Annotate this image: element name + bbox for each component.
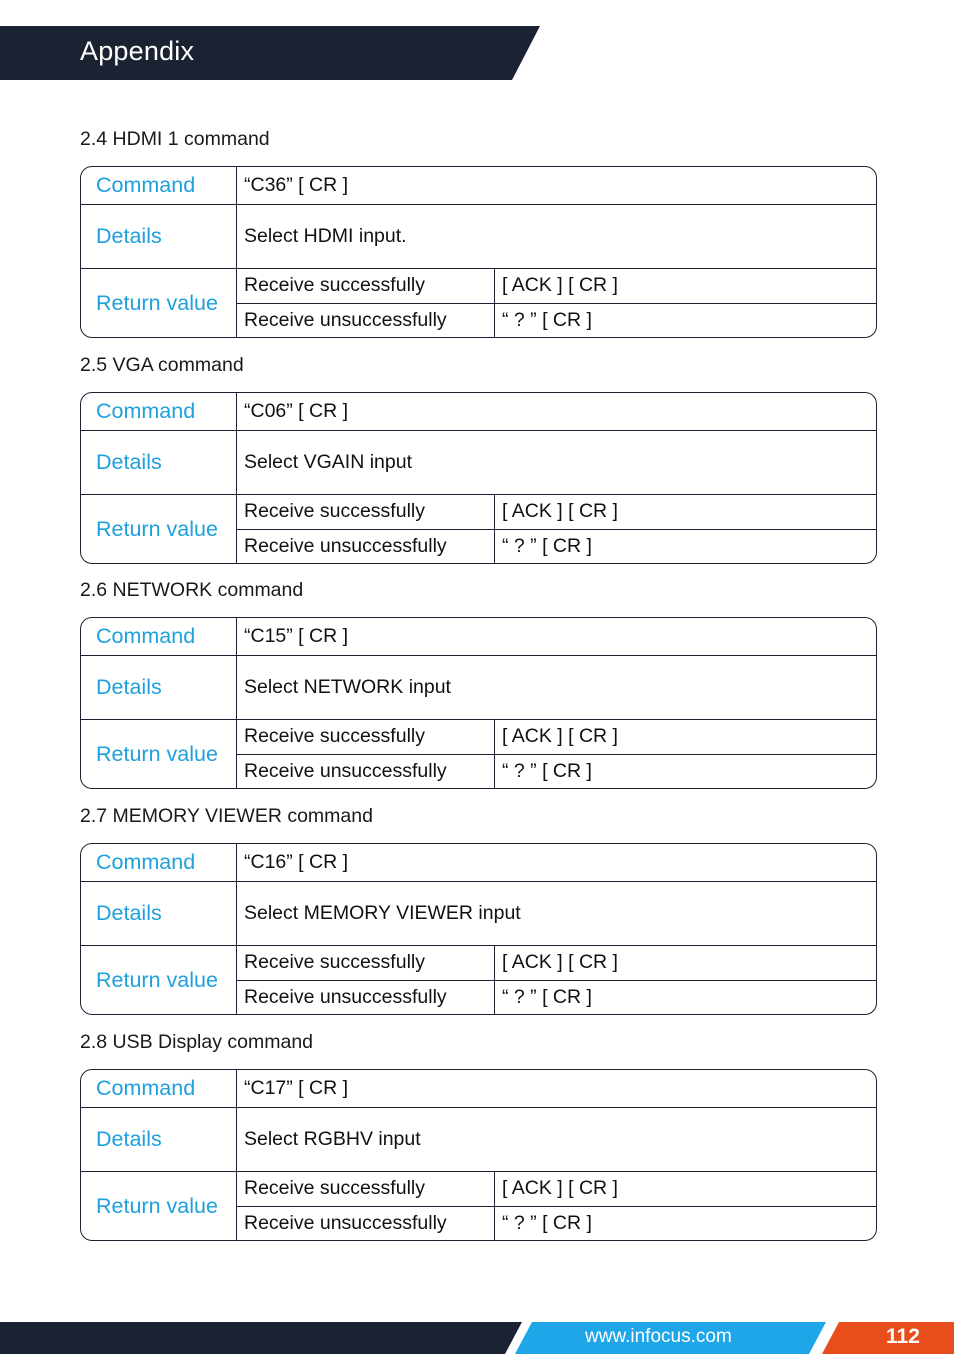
- section-title: 2.7 MEMORY VIEWER command: [80, 805, 373, 827]
- return-code: “ ? ” [ CR ]: [502, 308, 592, 331]
- return-case: Receive unsuccessfully: [237, 981, 495, 1015]
- section-title: 2.6 NETWORK command: [80, 579, 304, 601]
- return-failure-line: [237, 1206, 876, 1241]
- return-case: Receive successfully: [237, 946, 495, 980]
- page-footer: [0, 1322, 954, 1354]
- return-code: “ ? ” [ CR ]: [502, 534, 592, 557]
- return-case: Receive unsuccessfully: [237, 530, 495, 564]
- return-failure-line: [237, 980, 876, 1015]
- return-row: [81, 1171, 876, 1240]
- return-code: “ ? ” [ CR ]: [502, 759, 592, 782]
- return-row: [81, 945, 876, 1014]
- return-success-line: [237, 269, 876, 303]
- command-table: [80, 843, 877, 1015]
- command-label: Command: [81, 167, 237, 204]
- details-value: Select HDMI input.: [244, 225, 407, 247]
- details-row: [81, 881, 876, 945]
- header-title: Appendix: [80, 36, 195, 66]
- command-table: [80, 1069, 877, 1241]
- details-value: Select MEMORY VIEWER input: [244, 902, 521, 924]
- return-row: [81, 494, 876, 563]
- return-code: [ ACK ] [ CR ]: [502, 1177, 618, 1200]
- return-case: Receive unsuccessfully: [237, 755, 495, 789]
- section-vga: [80, 352, 877, 564]
- return-label: Return value: [81, 495, 237, 563]
- details-row: [81, 655, 876, 719]
- command-row: [81, 167, 876, 204]
- command-row: [81, 393, 876, 430]
- return-case: Receive successfully: [237, 720, 495, 754]
- footer-banner: [0, 1322, 954, 1354]
- return-row: [81, 268, 876, 337]
- command-value: “C06” [ CR ]: [244, 400, 349, 422]
- return-row: [81, 719, 876, 788]
- return-case: Receive successfully: [237, 495, 495, 529]
- return-success-line: [237, 720, 876, 754]
- details-label: Details: [81, 1108, 237, 1171]
- details-value: Select RGBHV input: [244, 1128, 421, 1150]
- return-success-line: [237, 946, 876, 980]
- command-value: “C36” [ CR ]: [244, 174, 349, 196]
- page-number: 112: [886, 1325, 920, 1348]
- command-row: [81, 1070, 876, 1107]
- return-code: “ ? ” [ CR ]: [502, 1211, 592, 1234]
- return-label: Return value: [81, 946, 237, 1014]
- return-failure-line: [237, 529, 876, 564]
- command-row: [81, 844, 876, 881]
- return-success-line: [237, 495, 876, 529]
- section-title: 2.5 VGA command: [80, 354, 244, 376]
- return-code: [ ACK ] [ CR ]: [502, 500, 618, 523]
- command-label: Command: [81, 1070, 237, 1107]
- section-memory-viewer: [80, 803, 877, 1015]
- details-label: Details: [81, 205, 237, 268]
- return-case: Receive unsuccessfully: [237, 304, 495, 338]
- command-table: [80, 166, 877, 338]
- return-code: [ ACK ] [ CR ]: [502, 951, 618, 974]
- section-hdmi1: [80, 126, 877, 338]
- command-table: [80, 617, 877, 789]
- command-value: “C17” [ CR ]: [244, 1077, 349, 1099]
- details-label: Details: [81, 656, 237, 719]
- command-value: “C16” [ CR ]: [244, 851, 349, 873]
- return-success-line: [237, 1172, 876, 1206]
- command-label: Command: [81, 393, 237, 430]
- section-network: [80, 577, 877, 789]
- command-label: Command: [81, 618, 237, 655]
- page-header: [0, 26, 954, 80]
- command-label: Command: [81, 844, 237, 881]
- details-row: [81, 204, 876, 268]
- details-value: Select VGAIN input: [244, 451, 412, 473]
- return-case: Receive unsuccessfully: [237, 1207, 495, 1241]
- return-label: Return value: [81, 269, 237, 337]
- return-code: “ ? ” [ CR ]: [502, 985, 592, 1008]
- return-failure-line: [237, 303, 876, 338]
- details-row: [81, 1107, 876, 1171]
- details-label: Details: [81, 882, 237, 945]
- section-title: 2.4 HDMI 1 command: [80, 128, 270, 150]
- command-row: [81, 618, 876, 655]
- command-table: [80, 392, 877, 564]
- details-label: Details: [81, 431, 237, 494]
- return-code: [ ACK ] [ CR ]: [502, 725, 618, 748]
- return-code: [ ACK ] [ CR ]: [502, 274, 618, 297]
- details-value: Select NETWORK input: [244, 676, 451, 698]
- return-label: Return value: [81, 1172, 237, 1240]
- return-label: Return value: [81, 720, 237, 788]
- return-case: Receive successfully: [237, 1172, 495, 1206]
- section-title: 2.8 USB Display command: [80, 1031, 314, 1053]
- footer-url-link[interactable]: www.infocus.com: [585, 1326, 732, 1347]
- return-case: Receive successfully: [237, 269, 495, 303]
- return-failure-line: [237, 754, 876, 789]
- details-row: [81, 430, 876, 494]
- command-value: “C15” [ CR ]: [244, 625, 349, 647]
- section-usb-display: [80, 1029, 877, 1241]
